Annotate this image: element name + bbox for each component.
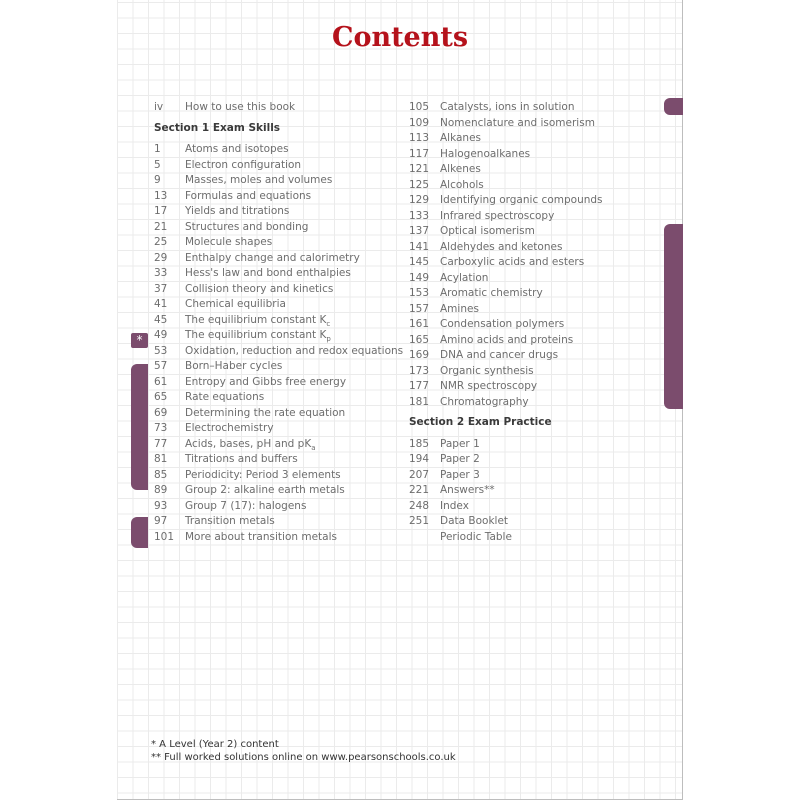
section-1-title: Section 1 Exam Skills bbox=[154, 121, 281, 134]
page-number: 17 bbox=[154, 205, 168, 217]
page-number: 45 bbox=[154, 313, 168, 326]
entry-title bbox=[185, 499, 306, 515]
entry-title bbox=[440, 437, 480, 453]
page-number: 177 bbox=[409, 380, 430, 392]
page-number: 93 bbox=[154, 499, 168, 512]
page-number: 41 bbox=[154, 298, 168, 310]
entry-title bbox=[185, 235, 272, 251]
entry-title-text: Born–Haber cycles bbox=[185, 360, 283, 372]
entry-title bbox=[440, 193, 603, 209]
page-number: 109 bbox=[409, 116, 430, 129]
edge-tab bbox=[664, 224, 683, 409]
entry-title-text: Determining the rate equation bbox=[185, 406, 346, 419]
entry-title-text: Transition metals bbox=[185, 515, 275, 527]
page-number: 121 bbox=[409, 163, 430, 175]
page-number: 207 bbox=[409, 468, 430, 481]
entry-title-text: Alcohols bbox=[440, 178, 484, 191]
entry-title bbox=[440, 162, 481, 178]
entry-title-text: Nomenclature and isomerism bbox=[440, 116, 595, 129]
entry-title-text: Condensation polymers bbox=[440, 318, 565, 330]
entry-title-text: Amines bbox=[440, 302, 479, 315]
entry-title bbox=[440, 483, 495, 499]
page-number: 185 bbox=[409, 437, 430, 450]
footnote-a-level: * A Level (Year 2) content bbox=[151, 739, 279, 750]
entry-title bbox=[185, 452, 298, 468]
entry-title-text: Collision theory and kinetics bbox=[185, 282, 334, 295]
entry-title-text: Optical isomerism bbox=[440, 225, 535, 237]
page-number: 73 bbox=[154, 422, 168, 434]
entry-title bbox=[185, 204, 289, 220]
entry-title bbox=[440, 317, 564, 333]
page-number: 21 bbox=[154, 220, 168, 233]
page-number: 57 bbox=[154, 360, 168, 372]
entry-title-text: Electron configuration bbox=[185, 158, 302, 171]
entry-title-text: Titrations and buffers bbox=[185, 453, 298, 465]
entry-title bbox=[185, 468, 341, 484]
entry-title-text: Paper 2 bbox=[440, 453, 480, 465]
page-number: 77 bbox=[154, 437, 168, 450]
entry-title-text: Group 7 (17): halogens bbox=[185, 499, 307, 512]
entry-title-text: Organic synthesis bbox=[440, 364, 534, 377]
entry-title bbox=[440, 302, 479, 318]
page-number: 105 bbox=[409, 101, 430, 113]
page-number: 85 bbox=[154, 468, 168, 481]
entry-title-text: Acylation bbox=[440, 271, 489, 284]
entry-title-text: Group 2: alkaline earth metals bbox=[185, 484, 345, 496]
entry-title bbox=[185, 530, 337, 546]
entry-title bbox=[185, 142, 289, 158]
footnotes bbox=[151, 738, 456, 764]
entry-title-text: DNA and cancer drugs bbox=[440, 349, 559, 361]
entry-title bbox=[440, 240, 562, 256]
entry-title bbox=[185, 282, 333, 298]
entry-title bbox=[185, 514, 275, 530]
entry-title-text: Structures and bonding bbox=[185, 220, 309, 233]
page-number: 157 bbox=[409, 302, 430, 315]
entry-title bbox=[185, 483, 345, 499]
entry-title bbox=[185, 390, 264, 406]
entry-title bbox=[185, 406, 345, 422]
entry-title-text: Entropy and Gibbs free energy bbox=[185, 375, 347, 388]
entry-title bbox=[440, 116, 595, 132]
entry-title bbox=[440, 178, 484, 194]
entry-title bbox=[185, 189, 311, 205]
entry-title-text: Catalysts, ions in solution bbox=[440, 101, 575, 113]
entry-title-text: Index bbox=[440, 499, 469, 512]
entry-title-text: Oxidation, reduction and redox equations bbox=[185, 344, 404, 357]
page-number: 65 bbox=[154, 391, 168, 403]
page-number: 89 bbox=[154, 484, 168, 496]
edge-tab bbox=[131, 517, 148, 548]
entry-title bbox=[185, 220, 308, 236]
entry-title-text: Paper 1 bbox=[440, 437, 480, 450]
page-number: 97 bbox=[154, 515, 168, 527]
page-number: 149 bbox=[409, 271, 430, 284]
entry-title bbox=[440, 468, 480, 484]
entry-title bbox=[185, 421, 274, 437]
page-number: 69 bbox=[154, 406, 168, 419]
entry-title-text: Periodicity: Period 3 elements bbox=[185, 468, 341, 481]
page-number: 81 bbox=[154, 453, 168, 465]
entry-title-text: Alkanes bbox=[440, 132, 482, 144]
entry-title-text: The equilibrium constant K bbox=[185, 313, 327, 326]
page-number: 101 bbox=[154, 530, 175, 543]
entry-title-text: The equilibrium constant K bbox=[185, 329, 327, 341]
entry-title-text: Rate equations bbox=[185, 391, 265, 403]
page-number: 53 bbox=[154, 344, 168, 357]
page-number: 9 bbox=[154, 174, 161, 186]
entry-title bbox=[185, 344, 403, 360]
page-number: 141 bbox=[409, 240, 430, 253]
page-number: 37 bbox=[154, 282, 168, 295]
entry-subscript: a bbox=[311, 443, 316, 452]
entry-title bbox=[440, 364, 534, 380]
entry-subscript: p bbox=[326, 335, 331, 344]
page-number: 29 bbox=[154, 251, 168, 264]
entry-title: How to use this book bbox=[185, 101, 296, 113]
entry-title bbox=[440, 147, 530, 163]
entry-title-text: Halogenoalkanes bbox=[440, 147, 531, 160]
page-number: 61 bbox=[154, 375, 168, 388]
entry-title bbox=[440, 395, 529, 411]
entry-title bbox=[440, 209, 554, 225]
entry-title-text: Periodic Table bbox=[440, 530, 512, 543]
a-level-star-marker: * bbox=[131, 333, 148, 348]
page-number: 161 bbox=[409, 318, 430, 330]
page-number: 169 bbox=[409, 349, 430, 361]
entry-title bbox=[440, 100, 574, 116]
entry-title-text: Aldehydes and ketones bbox=[440, 240, 563, 253]
footnote-solutions: ** Full worked solutions online on www.pearsonschools.co.uk bbox=[151, 752, 456, 763]
entry-title bbox=[440, 131, 481, 147]
entry-title-text: NMR spectroscopy bbox=[440, 380, 538, 392]
page-number: 165 bbox=[409, 333, 430, 346]
entry-title-text: Paper 3 bbox=[440, 468, 480, 481]
entry-title bbox=[440, 348, 558, 364]
page-number: iv bbox=[154, 101, 164, 113]
entry-title bbox=[440, 379, 537, 395]
entry-title-text: Electrochemistry bbox=[185, 422, 274, 434]
entry-title bbox=[440, 271, 488, 287]
entry-title-text: Yields and titrations bbox=[185, 205, 290, 217]
entry-title-text: Alkenes bbox=[440, 163, 481, 175]
entry-title-text: Infrared spectroscopy bbox=[440, 209, 555, 222]
entry-title-text: Molecule shapes bbox=[185, 236, 273, 248]
entry-title bbox=[185, 173, 332, 189]
entry-title bbox=[440, 514, 508, 530]
entry-title-text: Masses, moles and volumes bbox=[185, 174, 333, 186]
entry-title-text: Formulas and equations bbox=[185, 189, 312, 202]
page-number: 248 bbox=[409, 499, 430, 512]
page-number: 117 bbox=[409, 147, 430, 160]
page-number: 1 bbox=[154, 143, 161, 155]
page-number: 181 bbox=[409, 395, 430, 408]
entry-title-text: Amino acids and proteins bbox=[440, 333, 574, 346]
entry-subscript: c bbox=[326, 319, 331, 328]
entry-title bbox=[440, 255, 584, 271]
entry-title bbox=[185, 359, 282, 375]
page-number: 251 bbox=[409, 515, 430, 527]
entry-title-text: Identifying organic compounds bbox=[440, 194, 603, 206]
entry-title bbox=[185, 297, 286, 313]
page-number: 125 bbox=[409, 178, 430, 191]
entry-title-text: Aromatic chemistry bbox=[440, 287, 543, 299]
page-number: 153 bbox=[409, 287, 430, 299]
page-number: 173 bbox=[409, 364, 430, 377]
page-number: 25 bbox=[154, 236, 168, 248]
entry-title-text: Hess's law and bond enthalpies bbox=[185, 267, 351, 279]
entry-title bbox=[440, 286, 543, 302]
entry-title-text: More about transition metals bbox=[185, 530, 337, 543]
entry-title-text: Enthalpy change and calorimetry bbox=[185, 251, 360, 264]
entry-title-text: Data Booklet bbox=[440, 515, 509, 527]
entry-title bbox=[440, 224, 535, 240]
entry-title-text: Answers** bbox=[440, 484, 495, 496]
entry-title bbox=[185, 251, 360, 267]
page-number: 13 bbox=[154, 189, 168, 202]
entry-title bbox=[440, 452, 480, 468]
entry-title bbox=[440, 333, 573, 349]
edge-tab bbox=[664, 98, 683, 115]
entry-title-text: Acids, bases, pH and pK bbox=[185, 437, 312, 450]
entry-title bbox=[185, 266, 351, 282]
page-number: 133 bbox=[409, 209, 430, 222]
entry-title bbox=[440, 530, 512, 546]
entry-title bbox=[440, 499, 469, 515]
page-number: 49 bbox=[154, 329, 168, 341]
entry-title-text: Carboxylic acids and esters bbox=[440, 256, 585, 268]
page-number: 221 bbox=[409, 484, 430, 496]
page-title: Contents bbox=[331, 22, 469, 53]
page-number: 129 bbox=[409, 194, 430, 206]
page-number: 137 bbox=[409, 225, 430, 237]
entry-title bbox=[185, 375, 346, 391]
entry-title-text: Chemical equilibria bbox=[185, 298, 286, 310]
entry-title bbox=[185, 158, 301, 174]
page-number: 113 bbox=[409, 132, 430, 144]
section-2-title: Section 2 Exam Practice bbox=[409, 416, 552, 428]
page-number: 145 bbox=[409, 256, 430, 268]
page-number: 194 bbox=[409, 453, 430, 465]
edge-tab bbox=[131, 364, 148, 490]
page-number: 33 bbox=[154, 267, 168, 279]
entry-title-text: Chromatography bbox=[440, 395, 529, 408]
entry-title-text: Atoms and isotopes bbox=[185, 143, 289, 155]
page-number: 5 bbox=[154, 158, 161, 171]
